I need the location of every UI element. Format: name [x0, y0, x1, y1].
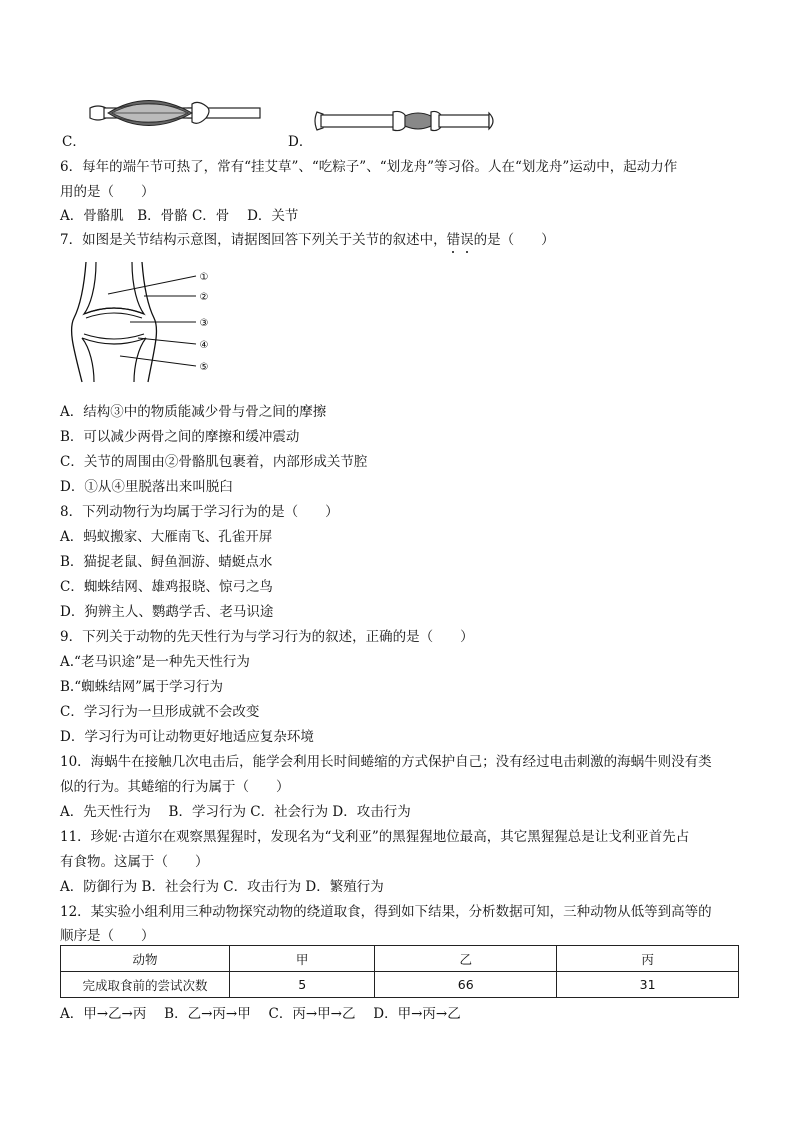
table-row	[61, 972, 739, 998]
q10-options: A．先天性行为 B．学习行为 C．社会行为 D．攻击行为	[60, 804, 411, 820]
table-cell: 66	[375, 972, 557, 998]
q10-stem-line2: 似的行为。其蜷缩的行为属于（ ）	[60, 779, 290, 795]
table-header-cell: 甲	[230, 946, 375, 972]
q12-options: A．甲→乙→丙 B．乙→丙→甲 C．丙→甲→乙 D．甲→丙→乙	[60, 1006, 461, 1022]
table-header-cell: 丙	[557, 946, 739, 972]
q6-stem-line1: 6．每年的端午节可热了，常有“挂艾草”、“吃粽子”、“划龙舟”等习俗。人在“划龙舟”运动中，起动力作	[60, 159, 678, 175]
q8-option-d: D．狗辨主人、鹦鹉学舌、老马识途	[60, 604, 274, 620]
q9-option-a: A.“老马识途”是一种先天性行为	[60, 654, 250, 670]
q7-stem: 7．如图是关节结构示意图，请据图回答下列关于关节的叙述中，错误的是（ ）	[60, 232, 555, 248]
q9-option-d: D．学习行为可让动物更好地适应复杂环境	[60, 729, 314, 745]
q12-stem-line1: 12．某实验小组利用三种动物探究动物的绕道取食，得到如下结果，分析数据可知，三种动物从低等到高等的	[60, 904, 712, 920]
svg-text:④: ④	[199, 340, 209, 351]
q6-stem-line2: 用的是（ ）	[60, 184, 155, 200]
q11-stem-line2: 有食物。这属于（ ）	[60, 854, 209, 870]
table-header-cell: 动物	[61, 946, 230, 972]
table-header-cell: 乙	[375, 946, 557, 972]
q6-options: A．骨骼肌 B．骨骼 C．骨 D．关节	[60, 208, 299, 224]
svg-text:②: ②	[199, 292, 209, 303]
joint-diagram	[68, 258, 218, 386]
q9-option-b: B.“蜘蛛结网”属于学习行为	[60, 679, 224, 695]
table-row-label: 完成取食前的尝试次数	[61, 972, 230, 998]
q7-option-c: C．关节的周围由②骨骼肌包裹着，内部形成关节腔	[60, 454, 368, 470]
option-c-figure	[88, 94, 263, 134]
option-d-figure	[313, 106, 498, 136]
q7-option-b: B．可以减少两骨之间的摩擦和缓冲震动	[60, 429, 300, 445]
option-d-label: D．	[288, 134, 313, 150]
table-cell: 31	[557, 972, 739, 998]
emphasis-char: 误	[460, 232, 474, 248]
q8-option-c: C．蜘蛛结网、雄鸡报晓、惊弓之鸟	[60, 579, 273, 595]
emphasis-char: 错	[446, 232, 461, 248]
q11-stem-line1: 11．珍妮·古道尔在观察黑猩猩时，发现名为“戈利亚”的黑猩猩地位最高，其它黑猩猩总是让戈利亚首先占	[60, 829, 690, 845]
q8-option-b: B．猫捉老鼠、鲟鱼洄游、蜻蜓点水	[60, 554, 273, 570]
option-c-label: C．	[62, 134, 86, 150]
q9-stem: 9．下列关于动物的先天性行为与学习行为的叙述，正确的是（ ）	[60, 629, 474, 645]
q9-option-c: C．学习行为一旦形成就不会改变	[60, 704, 260, 720]
q8-option-a: A．蚂蚁搬家、大雁南飞、孔雀开屏	[60, 529, 273, 545]
q8-stem: 8．下列动物行为均属于学习行为的是（ ）	[60, 504, 339, 520]
attempts-table	[60, 945, 739, 998]
q12-stem-line2: 顺序是（ ）	[60, 928, 155, 944]
q7-option-d: D．①从④里脱落出来叫脱臼	[60, 479, 233, 495]
table-cell: 5	[230, 972, 375, 998]
svg-text:①: ①	[199, 272, 209, 283]
svg-text:③: ③	[199, 318, 209, 329]
q11-options: A．防御行为 B．社会行为 C．攻击行为 D．繁殖行为	[60, 879, 384, 895]
svg-text:⑤: ⑤	[199, 362, 209, 373]
table-header-row	[61, 946, 739, 972]
q7-option-a: A．结构③中的物质能减少骨与骨之间的摩擦	[60, 404, 327, 420]
q10-stem-line1: 10．海蜗牛在接触几次电击后，能学会利用长时间蜷缩的方式保护自己；没有经过电击刺激的海蜗牛则没有类	[60, 754, 712, 770]
